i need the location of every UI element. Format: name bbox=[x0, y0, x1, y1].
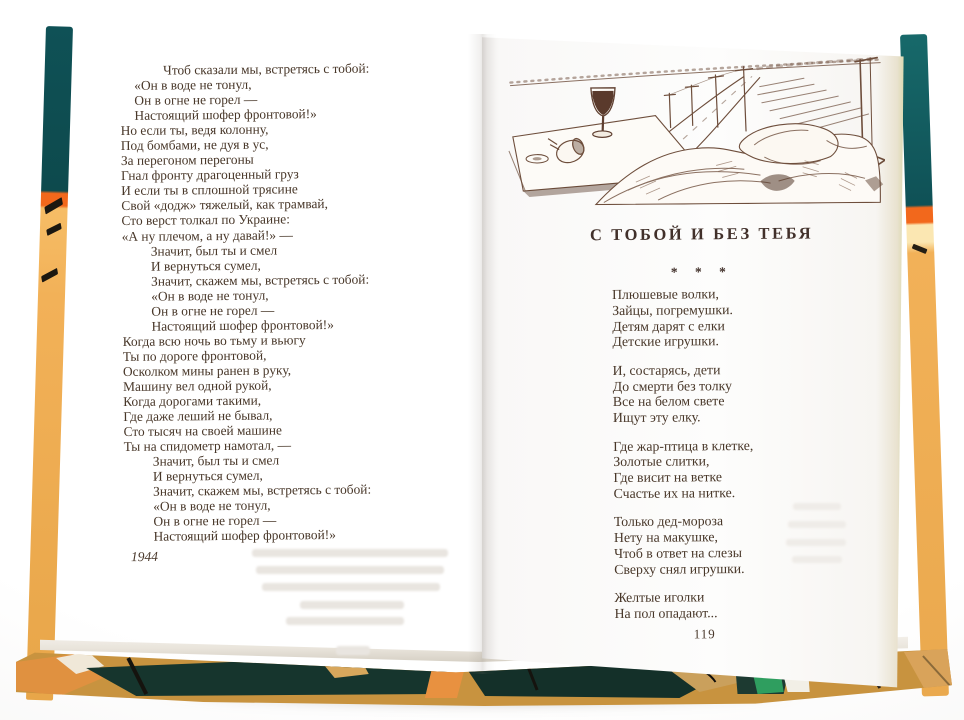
page-showthrough bbox=[300, 601, 404, 609]
stanza-line: Детям дарят с елки bbox=[612, 317, 725, 334]
poem-line: Машину вел одной рукой, bbox=[123, 377, 272, 394]
stanza-line: Золотые слитки, bbox=[613, 453, 710, 470]
stanza-line: Все на белом свете bbox=[612, 393, 725, 410]
poem-year-caption: 1944 bbox=[130, 548, 159, 565]
roadside-still-life-illustration bbox=[506, 51, 885, 206]
poem-line: Осколком мины ранен в руку, bbox=[122, 362, 292, 379]
poem-line: Когда дорогами такими, bbox=[123, 392, 262, 410]
poem-line: Он в огне не горел — bbox=[134, 91, 258, 108]
stanza bbox=[614, 513, 755, 577]
poem-line: Значит, скажем мы, встретясь с тобой: bbox=[153, 481, 372, 500]
poem-line: Настоящий шофер фронтовой!» bbox=[153, 527, 336, 545]
field-hatching bbox=[758, 78, 869, 131]
poem-line: И вернуться сумел, bbox=[152, 467, 263, 484]
stanza bbox=[614, 589, 754, 622]
poem-line: Чтоб сказали мы, встретясь с тобой: bbox=[162, 60, 370, 78]
stanza-line: До смерти без толку bbox=[612, 377, 733, 394]
poem-line: И если ты в сплошной трясине bbox=[121, 181, 298, 199]
page-showthrough bbox=[262, 583, 440, 591]
poem-line: Но если ты, ведя колонну, bbox=[120, 121, 269, 139]
poem-line: Под бомбами, не дуя в ус, bbox=[120, 136, 269, 154]
stanza-line: На пол опадают... bbox=[614, 605, 718, 621]
section-title: С ТОБОЙ И БЕЗ ТЕБЯ bbox=[589, 223, 814, 245]
poem-line: Он в огне не горел — bbox=[153, 512, 277, 530]
illustration-sketch bbox=[506, 51, 885, 206]
page-showthrough bbox=[286, 617, 404, 625]
stanza-line: Плюшевые волки, bbox=[611, 286, 719, 303]
stanza bbox=[613, 362, 754, 426]
stanza bbox=[612, 286, 753, 350]
poem-line: «Он в воде не тонул, bbox=[153, 497, 271, 515]
poem-line: Сто верст толкал по Украине: bbox=[121, 211, 291, 229]
stanza-line: Где висит на ветке bbox=[613, 469, 722, 486]
poem-line: «Он в воде не тонул, bbox=[151, 287, 269, 304]
poem-line: «Он в воде не тонул, bbox=[134, 76, 252, 93]
poem-line: Значит, был ты и смел bbox=[150, 242, 278, 259]
poem-line: За перегоном перегоны bbox=[120, 152, 254, 169]
pillow-icon bbox=[739, 123, 838, 163]
stanza-line: И, состарясь, дети bbox=[612, 361, 721, 378]
poem-line: Он в огне не горел — bbox=[151, 302, 275, 319]
poem-line: Где даже леший не бывал, bbox=[123, 407, 273, 425]
stanza-line: Где жар-птица в клетке, bbox=[613, 437, 754, 454]
right-page-poem bbox=[612, 286, 755, 634]
page-showthrough bbox=[336, 646, 370, 655]
poem-line: Свой «додж» тяжелый, как трамвай, bbox=[121, 196, 328, 214]
telegraph-poles-icon bbox=[664, 67, 753, 132]
poem-line: Значит, скажем мы, встретясь с тобой: bbox=[151, 271, 370, 289]
stanza-line: Детские игрушки. bbox=[612, 333, 719, 350]
stanza-line: Счастье их на нитке. bbox=[613, 485, 736, 501]
stanza-separator: * * * bbox=[670, 264, 733, 280]
left-page-poem bbox=[120, 61, 374, 545]
poem-line: «А ну плечом, а ну давай!» — bbox=[121, 226, 293, 244]
cover-pattern-mark bbox=[912, 244, 928, 254]
stanza-line: Только дед-мороза bbox=[613, 513, 724, 530]
poem-line: И вернуться сумел, bbox=[150, 257, 261, 274]
stanza bbox=[613, 438, 754, 502]
poem-line: Значит, был ты и смел bbox=[152, 452, 280, 469]
poem-line: Настоящий шофер фронтовой!» bbox=[134, 106, 317, 124]
poem-line: Ты по дороге фронтовой, bbox=[122, 347, 267, 364]
stanza-line: Зайцы, погремушки. bbox=[612, 301, 733, 318]
stanza-line: Сверху снял игрушки. bbox=[614, 560, 745, 577]
poem-line: Когда всю ночь во тьму и вьюгу bbox=[122, 332, 306, 349]
poem-line: Гнал фронту драгоценный груз bbox=[121, 166, 299, 184]
stanza-line: Нету на макушке, bbox=[613, 529, 718, 546]
right-page-content bbox=[490, 31, 915, 694]
page-showthrough bbox=[252, 549, 448, 557]
stanza-line: Чтоб в ответ на слезы bbox=[614, 544, 743, 561]
poem-line: Сто тысяч на своей машине bbox=[123, 422, 282, 440]
poem-line: Настоящий шофер фронтовой!» bbox=[151, 316, 334, 334]
stanza-line: Ищут эту елку. bbox=[612, 409, 701, 426]
page-number: 119 bbox=[693, 626, 716, 642]
poem-line: Ты на спидометр намотал, — bbox=[123, 437, 292, 455]
page-showthrough bbox=[256, 566, 444, 574]
stanza-line: Желтые иголки bbox=[614, 589, 705, 606]
